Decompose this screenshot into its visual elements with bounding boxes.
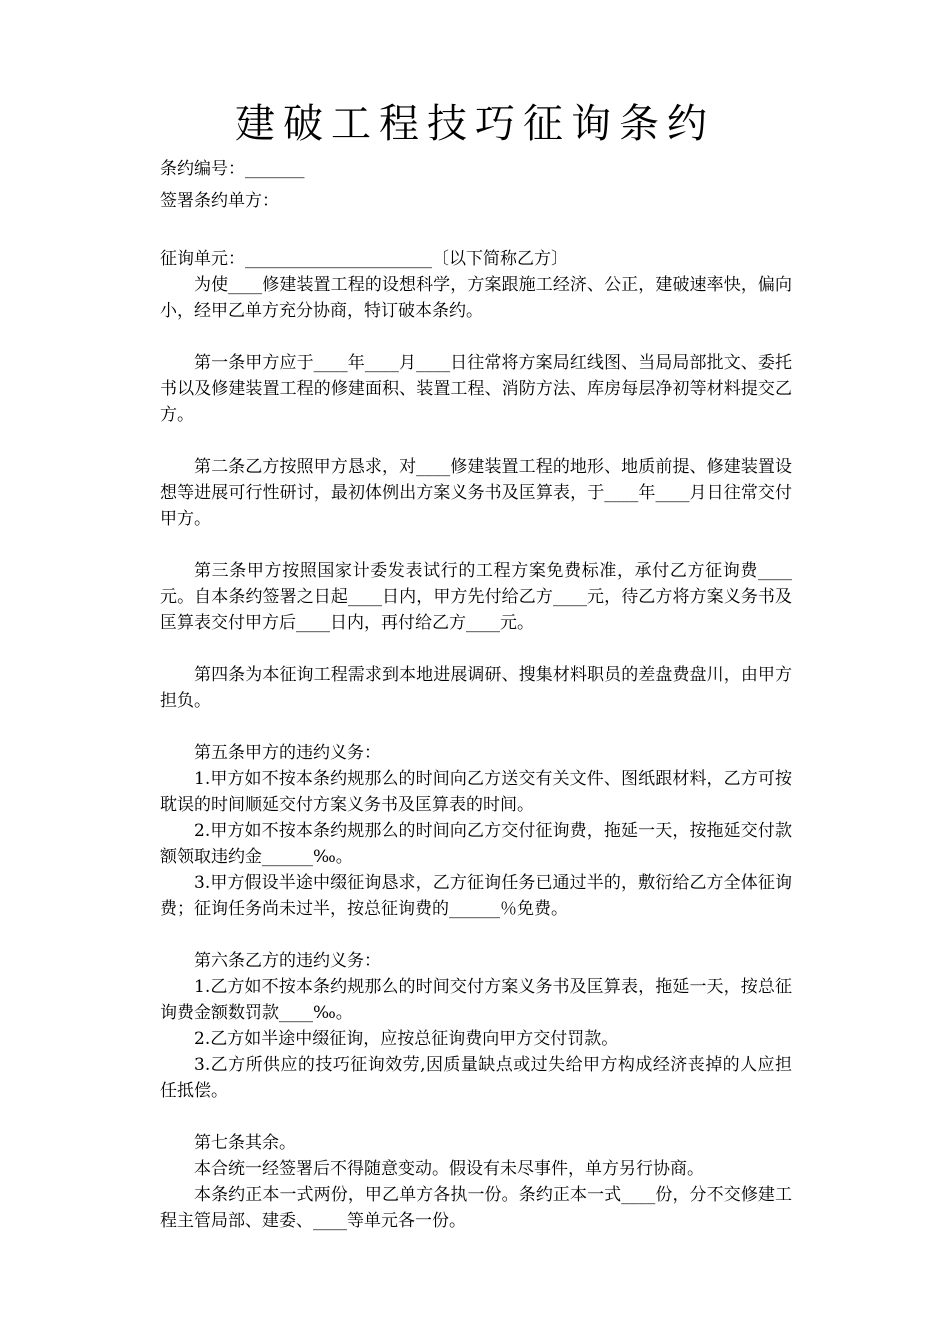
article-5-item: 3.甲方假设半途中缀征询恳求，乙方征询任务已通过半的，敷衍给乙方全体征询费；征询任务尚未过半，按总征询费的______％免费。: [160, 873, 792, 919]
article-5-item: 1.甲方如不按本条约规那么的时间向乙方送交有关文件、图纸跟材料，乙方可按耽误的时间顺延交付方案义务书及匡算表的时间。: [160, 769, 792, 815]
document-title: 建破工程技巧征询条约: [235, 101, 715, 147]
article-4: 第四条为本征询工程需求到本地进展调研、搜集材料职员的差盘费盘川，由甲方担负。: [160, 665, 792, 711]
article-7-title: 第七条其余。: [194, 1133, 296, 1153]
intro-paragraph: 为使____修建装置工程的设想科学，方案跟施工经济、公正，建破速率快，偏向小，经甲乙单方充分协商，特订破本条约。: [160, 275, 792, 321]
consultant-line: 征询单元：______________________〔以下简称乙方〕: [160, 249, 568, 269]
article-6-item: 1.乙方如不按本条约规那么的时间交付方案义务书及匡算表，拖延一天，按总征询费金额数罚款____‰。: [160, 977, 792, 1023]
article-7-item: 本合统一经签署后不得随意变动。假设有未尽事件，单方另行协商。: [194, 1159, 704, 1179]
article-5-item: 2.甲方如不按本条约规那么的时间向乙方交付征询费，拖延一天，按拖延交付款额领取违约金______‰。: [160, 821, 792, 867]
article-6-title: 第六条乙方的违约义务：: [194, 951, 381, 971]
article-3: 第三条甲方按照国家计委发表试行的工程方案免费标准，承付乙方征询费____元。自本条约签署之日起____日内，甲方先付给乙方____元，待乙方将方案义务书及匡算表交付甲方后____日内，再付给乙方____元。: [160, 561, 792, 633]
article-2: 第二条乙方按照甲方恳求，对____修建装置工程的地形、地质前提、修建装置设想等进展可行性研讨，最初体例出方案义务书及匡算表，于____年____月日往常交付甲方。: [160, 457, 792, 529]
article-7-item: 本条约正本一式两份，甲乙单方各执一份。条约正本一式____份，分不交修建工程主管局部、建委、____等单元各一份。: [160, 1185, 792, 1231]
article-5-title: 第五条甲方的违约义务：: [194, 743, 381, 763]
article-6-item: 3.乙方所供应的技巧征询效劳,因质量缺点或过失给甲方构成经济丧掉的人应担任抵偿。: [160, 1055, 792, 1101]
article-1: 第一条甲方应于____年____月____日往常将方案局红线图、当局局部批文、委托书以及修建装置工程的修建面积、装置工程、消防方法、库房每层净初等材料提交乙方。: [160, 353, 792, 425]
contract-number-line: 条约编号：_______: [160, 159, 305, 179]
parties-label: 签署条约单方：: [160, 191, 279, 211]
article-6-item: 2.乙方如半途中缀征询，应按总征询费向甲方交付罚款。: [194, 1029, 619, 1049]
document-body: [160, 156, 792, 1234]
